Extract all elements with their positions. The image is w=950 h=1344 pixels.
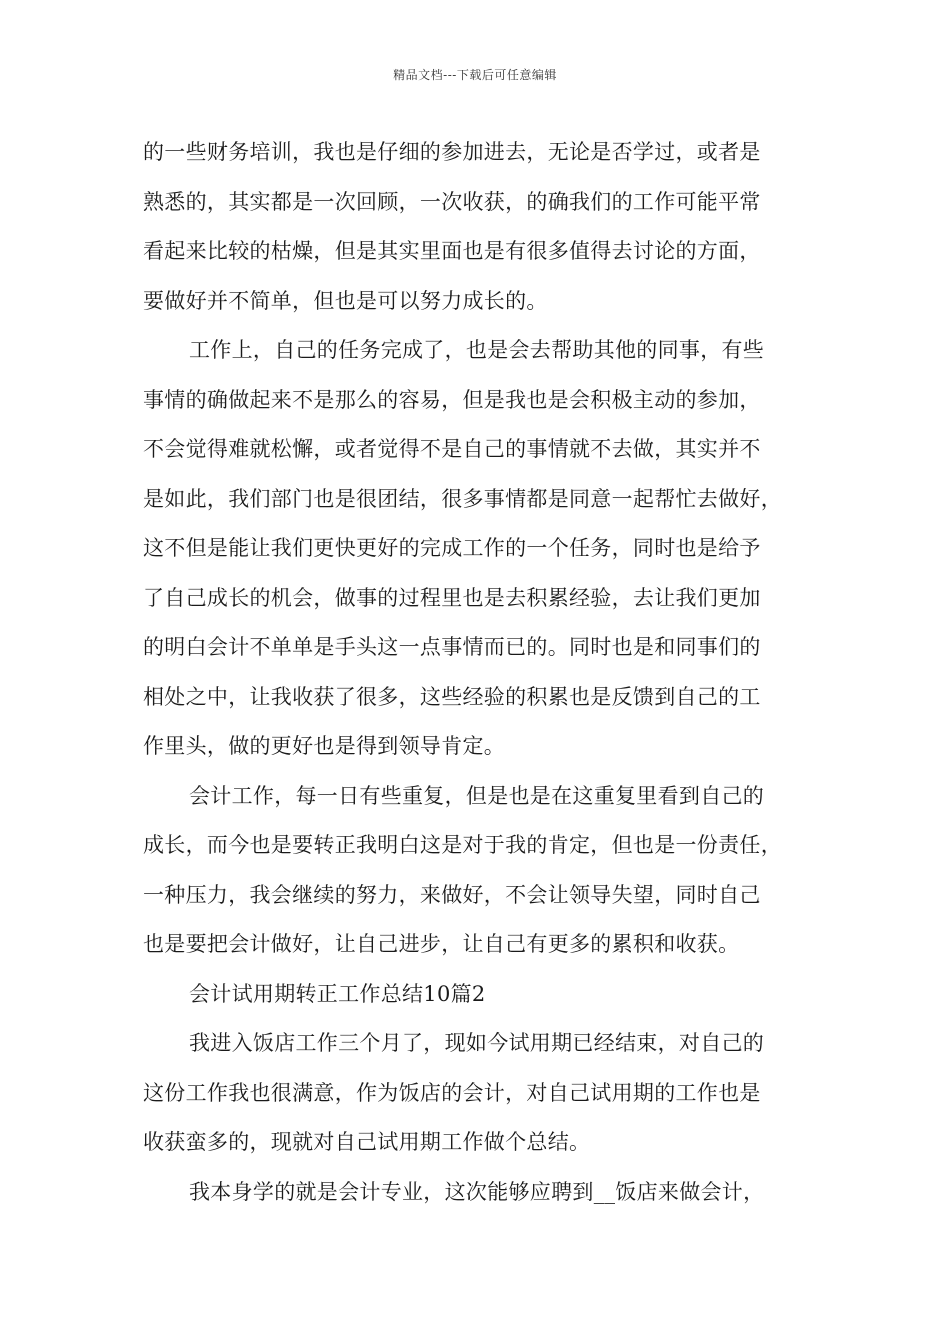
paragraph-start-line: 我本身学的就是会计专业，这次能够应聘到__饭店来做会计，: [189, 1179, 765, 1204]
text-line: 收获蛮多的，现就对自己试用期工作做个总结。: [143, 1130, 591, 1154]
text-line: 是如此，我们部门也是很团结，很多事情都是同意一起帮忙去做好，: [143, 486, 782, 511]
text-line: 熟悉的，其实都是一次回顾，一次收获，的确我们的工作可能平常: [143, 189, 761, 214]
text-line: 事情的确做起来不是那么的容易，但是我也是会积极主动的参加，: [143, 387, 761, 412]
text-line: 了自己成长的机会，做事的过程里也是去积累经验，去让我们更加: [143, 585, 761, 610]
text-line: 看起来比较的枯燥，但是其实里面也是有很多值得去讨论的方面，: [143, 239, 761, 263]
paragraph-start-line: 工作上，自己的任务完成了，也是会去帮助其他的同事，有些: [189, 338, 765, 362]
text-line: 成长，而今也是要转正我明白这是对于我的肯定，但也是一份责任，: [143, 833, 782, 857]
text-line: 不会觉得难就松懈，或者觉得不是自己的事情就不去做，其实并不: [143, 437, 761, 461]
document-body: [143, 128, 815, 1217]
page-header: 精品文档---下载后可任意编辑: [393, 68, 557, 82]
text-line: 作里头，做的更好也是得到领导肯定。: [143, 734, 506, 758]
paragraph-start-line: 会计工作，每一日有些重复，但是也是在这重复里看到自己的: [189, 783, 765, 808]
text-line: 要做好并不简单，但也是可以努力成长的。: [143, 288, 548, 313]
text-line: 的一些财务培训，我也是仔细的参加进去，无论是否学过，或者是: [143, 140, 761, 164]
text-line: 这不但是能让我们更快更好的完成工作的一个任务，同时也是给予: [143, 536, 761, 560]
text-line: 相处之中，让我收获了很多，这些经验的积累也是反馈到自己的工: [143, 684, 761, 709]
text-line: 这份工作我也很满意，作为饭店的会计，对自己试用期的工作也是: [143, 1080, 761, 1105]
text-line: 一种压力，我会继续的努力，来做好，不会让领导失望，同时自己: [143, 882, 761, 907]
section-title: 会计试用期转正工作总结10篇2: [189, 981, 486, 1006]
text-line: 也是要把会计做好，让自己进步，让自己有更多的累积和收获。: [143, 932, 740, 956]
paragraph-start-line: 我进入饭店工作三个月了，现如今试用期已经结束，对自己的: [189, 1031, 765, 1055]
text-line: 的明白会计不单单是手头这一点事情而已的。同时也是和同事们的: [143, 635, 761, 659]
